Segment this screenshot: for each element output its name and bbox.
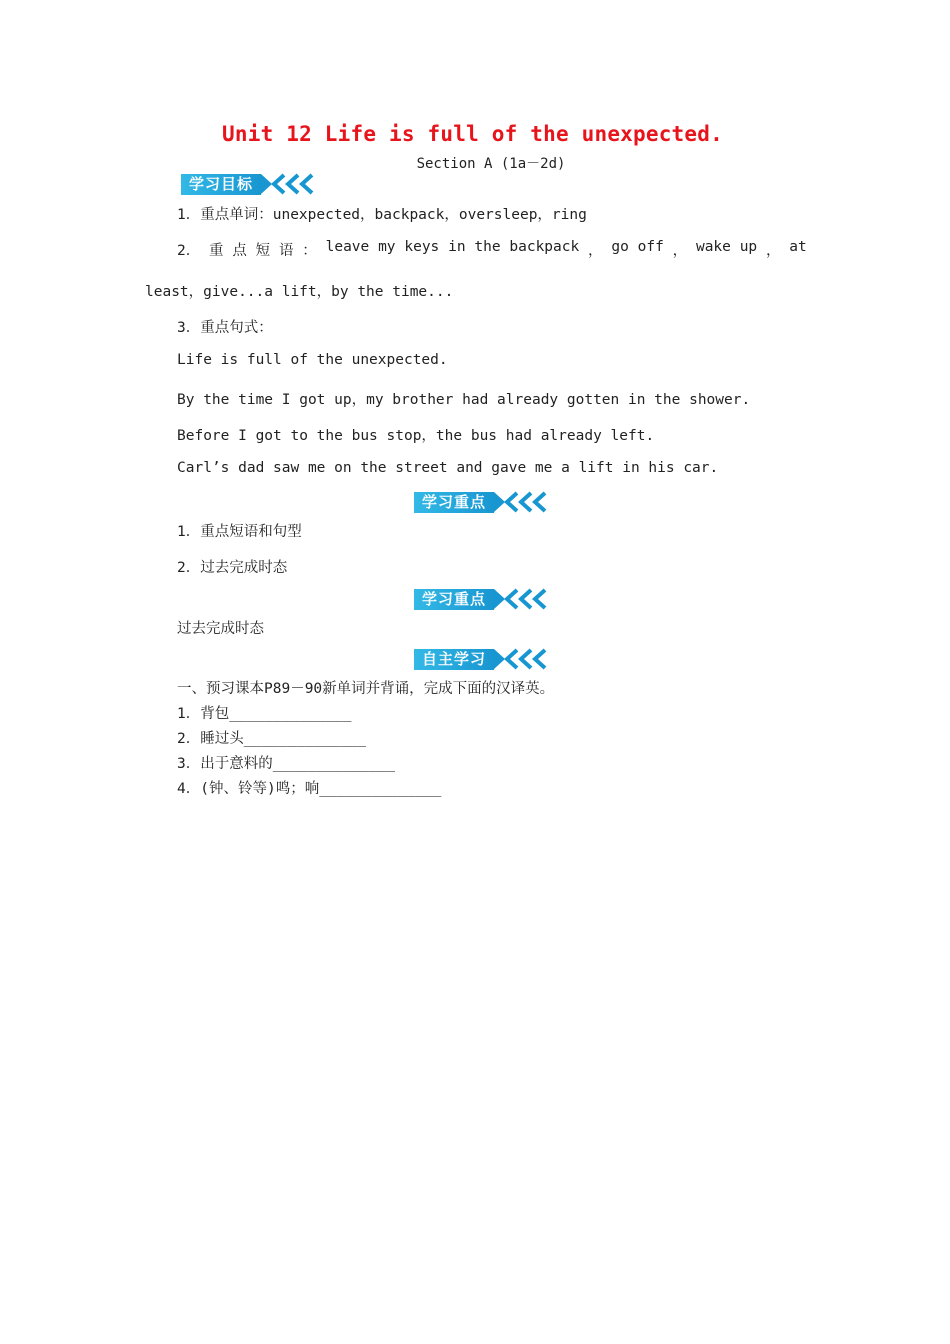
- key-phrases: [177, 239, 807, 260]
- phrase-token: 重: [209, 243, 224, 259]
- banner-label: 学习重点: [414, 492, 494, 513]
- translation-item: 2．睡过头______________: [177, 731, 366, 747]
- section-banner-key-points: [414, 491, 559, 513]
- chevrons-icon: [497, 588, 559, 610]
- section-banner-self-study: [414, 648, 559, 670]
- phrase-token: in: [448, 239, 466, 255]
- banner-label: 学习目标: [181, 174, 261, 195]
- key-words: 1．重点单词：unexpected，backpack，oversleep，ring: [177, 207, 587, 223]
- phrase-token: keys: [404, 239, 440, 255]
- banner-label: 自主学习: [414, 649, 494, 670]
- phrase-token: off: [637, 239, 664, 255]
- phrase-token: ：: [302, 243, 317, 259]
- phrase-token: at: [789, 239, 807, 255]
- phrase-token: ，: [765, 243, 781, 259]
- phrase-token: wake: [695, 239, 731, 255]
- sentence: Carl’s dad saw me on the street and gave me a lift in his car.: [177, 460, 719, 476]
- key-point-item: 1．重点短语和句型: [177, 524, 302, 540]
- phrase-token: my: [378, 239, 396, 255]
- translation-item: 1．背包______________: [177, 706, 352, 722]
- key-phrases-continued: least，give...a lift，by the time...: [145, 284, 454, 300]
- difficulty-text: 过去完成时态: [177, 621, 264, 637]
- sentence: Life is full of the unexpected.: [177, 352, 448, 368]
- self-study-intro: 一、预习课本P89－90新单词并背诵，完成下面的汉译英。: [177, 681, 555, 697]
- section-banner-objectives: [181, 173, 326, 195]
- phrase-token: backpack: [509, 239, 580, 255]
- phrase-token: go: [611, 239, 629, 255]
- phrase-token: 语: [278, 243, 294, 259]
- key-sentences-heading: 3．重点句式：: [177, 320, 273, 336]
- banner-label: 学习重点: [414, 589, 494, 610]
- page-subtitle: Section A (1a－2d): [416, 156, 566, 172]
- translation-item: 4．(钟、铃等)鸣；响______________: [177, 781, 442, 797]
- phrase-token: 2．: [177, 243, 201, 259]
- phrase-token: ，: [672, 243, 688, 259]
- chevrons-icon: [497, 491, 559, 513]
- chevrons-icon: [497, 648, 559, 670]
- phrase-token: the: [474, 239, 501, 255]
- key-point-item: 2．过去完成时态: [177, 560, 288, 576]
- sentence: Before I got to the bus stop，the bus had already left.: [177, 428, 655, 444]
- phrase-token: 点: [232, 243, 247, 259]
- chevrons-icon: [264, 173, 326, 195]
- phrase-token: 短: [255, 243, 271, 259]
- sentence: By the time I got up，my brother had already gotten in the shower.: [177, 392, 751, 408]
- phrase-token: leave: [325, 239, 370, 255]
- section-banner-difficulty: [414, 588, 559, 610]
- phrase-token: up: [739, 239, 758, 255]
- translation-item: 3．出于意料的______________: [177, 756, 395, 772]
- phrase-token: ，: [588, 243, 603, 259]
- page-title: Unit 12 Life is full of the unexpected.: [222, 122, 723, 146]
